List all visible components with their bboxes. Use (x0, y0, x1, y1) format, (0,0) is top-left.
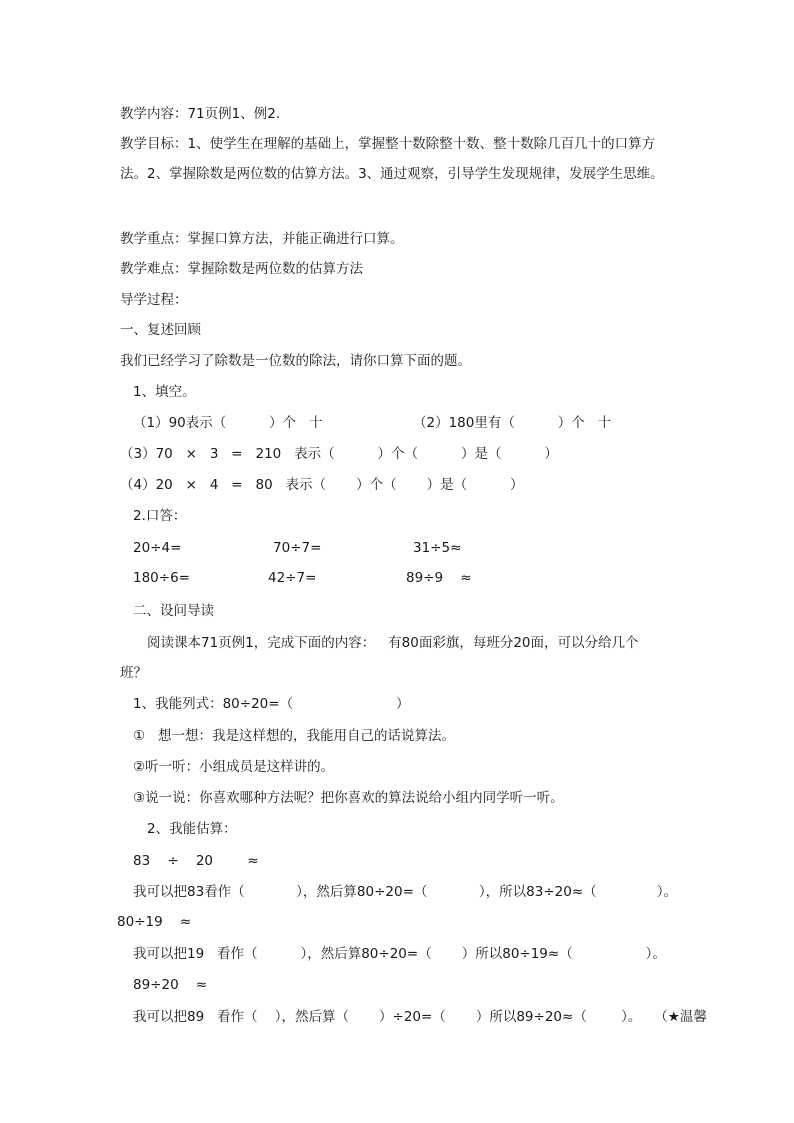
teaching-content: 教学内容：71页例1、例2. (120, 106, 281, 122)
oral-problem-2: 70÷7= (273, 540, 322, 556)
reading-task-line2: 班？ (120, 665, 147, 681)
estimate-explain-2: 我可以把19 看作（ ），然后算80÷20=（ ）所以80÷19≈（ ）。 (133, 946, 666, 962)
reading-task-line1: 阅读课本71页例1，完成下面的内容： 有80面彩旗，每班分20面，可以分给几个 (147, 635, 639, 651)
oral-answer-heading: 2.口答： (133, 508, 187, 524)
oral-problem-6: 89÷9 ≈ (406, 570, 472, 586)
fill-blank-item-2: （2）180里有（ ）个 十 (413, 415, 612, 431)
think-step: ① 想一想：我是这样想的，我能用自己的话说算法。 (133, 728, 455, 744)
estimate-heading: 2、我能估算： (147, 821, 237, 837)
teaching-goals-line2: 法。2、掌握除数是两位数的估算方法。3、通过观察，引导学生发现规律，发展学生思维。 (120, 166, 664, 182)
review-intro: 我们已经学习了除数是一位数的除法，请你口算下面的题。 (120, 353, 471, 369)
section-two-heading: 二、设问导读 (133, 603, 214, 619)
oral-problem-1: 20÷4= (133, 540, 182, 556)
teaching-focus: 教学重点：掌握口算方法，并能正确进行口算。 (120, 231, 404, 247)
estimate-explain-3: 我可以把89 看作（ ），然后算（ ）÷20=（ ）所以89÷20≈（ ）。 （★温馨 (133, 1009, 707, 1025)
fill-blank-heading: 1、填空。 (133, 384, 196, 400)
estimate-explain-1: 我可以把83看作（ ），然后算80÷20=（ ），所以83÷20≈（ ）。 (133, 884, 677, 900)
teaching-goals-line1: 教学目标：1、使学生在理解的基础上，掌握整十数除整十数、整十数除几百几十的口算方 (120, 136, 656, 152)
estimate-problem-2: 80÷19 ≈ (117, 914, 192, 930)
oral-problem-3: 31÷5≈ (413, 540, 462, 556)
estimate-problem-3: 89÷20 ≈ (133, 977, 208, 993)
listen-step: ②听一听：小组成员是这样讲的。 (133, 759, 335, 775)
oral-problem-4: 180÷6= (133, 570, 190, 586)
section-one-heading: 一、复述回顾 (120, 322, 201, 338)
fill-blank-item-4: （4）20 × 4 = 80 表示（ ）个（ ）是（ ） (120, 477, 524, 493)
oral-problem-5: 42÷7= (268, 570, 317, 586)
teaching-difficulty: 教学难点：掌握除数是两位数的估算方法 (120, 261, 363, 277)
fill-blank-item-3: （3）70 × 3 = 210 表示（ ）个（ ）是（ ） (120, 446, 558, 462)
fill-blank-item-1: （1）90表示（ ）个 十 (133, 415, 323, 431)
write-equation: 1、我能列式：80÷20=（ ） (133, 696, 410, 712)
speak-step: ③说一说：你喜欢哪种方法呢？把你喜欢的算法说给小组内同学听一听。 (133, 790, 564, 806)
estimate-problem-1: 83 ÷ 20 ≈ (133, 853, 259, 869)
guided-process-heading: 导学过程： (120, 292, 188, 308)
